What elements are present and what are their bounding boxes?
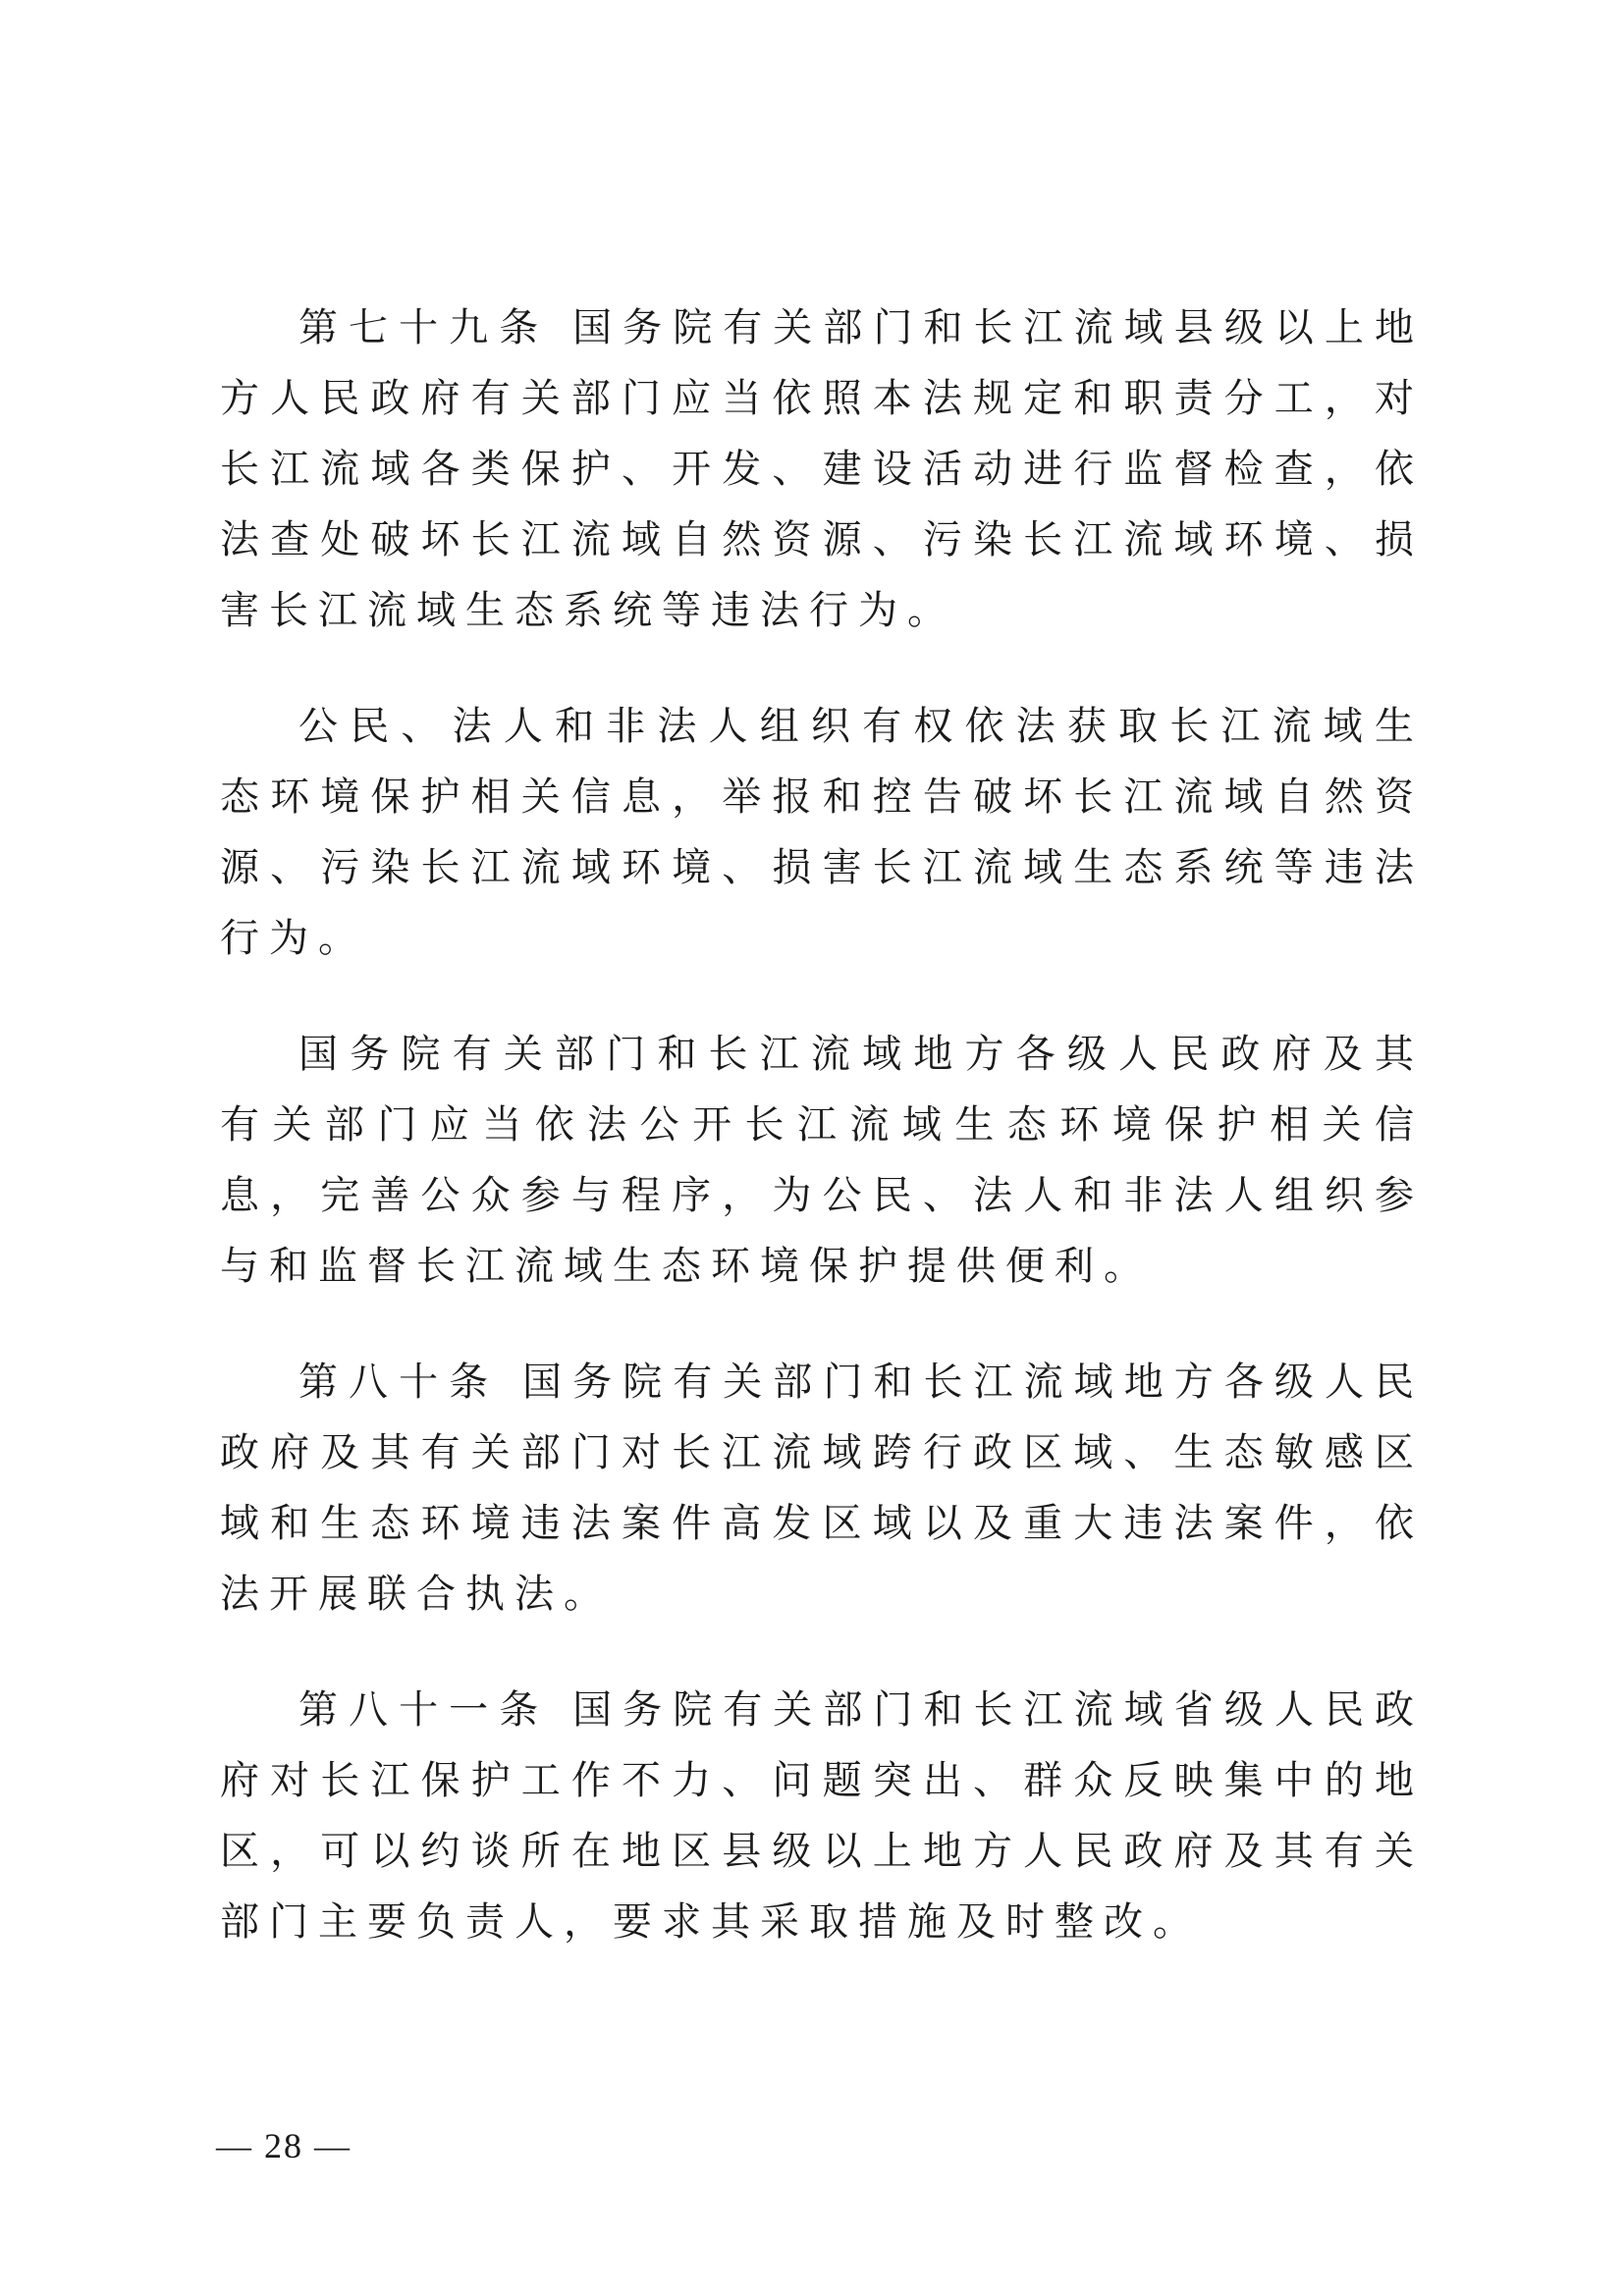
paragraph-text: 公民、法人和非法人组织有权依法获取长江流域生态环境保护相关信息，举报和控告破坏长江流域自然资源、污染长江流域环境、损害长江流域生态系统等违法行为。 <box>220 704 1424 961</box>
paragraph-text: 国务院有关部门和长江流域省级人民政府对长江保护工作不力、问题突出、群众反映集中的地区，可以约谈所在地区县级以上地方人民政府及其有关部门主要负责人，要求其采取措施及时整改。 <box>220 1687 1425 1945</box>
document-body <box>220 293 1424 2002</box>
article-number: 第八十条 <box>298 1360 500 1405</box>
paragraph-article-79 <box>220 293 1424 646</box>
article-number: 第七十九条 <box>298 305 550 350</box>
article-number: 第八十一条 <box>298 1687 550 1733</box>
paragraph-information-disclosure <box>220 1019 1424 1302</box>
paragraph-text: 国务院有关部门和长江流域地方各级人民政府及其有关部门应当依法公开长江流域生态环境保护相关信息，完善公众参与程序，为公民、法人和非法人组织参与和监督长江流域生态环境保护提供便利。 <box>220 1032 1424 1289</box>
page-number: — 28 — <box>216 2126 352 2165</box>
paragraph-article-81 <box>220 1675 1424 1957</box>
paragraph-article-80 <box>220 1347 1424 1629</box>
paragraph-text: 国务院有关部门和长江流域地方各级人民政府及其有关部门对长江流域跨行政区域、生态敏感区域和生态环境违法案件高发区域以及重大违法案件，依法开展联合执法。 <box>220 1360 1425 1617</box>
paragraph-public-rights <box>220 691 1424 974</box>
paragraph-text: 国务院有关部门和长江流域县级以上地方人民政府有关部门应当依照本法规定和职责分工，对长江流域各类保护、开发、建设活动进行监督检查，依法查处破坏长江流域自然资源、污染长江流域环境、损害长江流域生态系统等违法行为。 <box>220 305 1425 633</box>
